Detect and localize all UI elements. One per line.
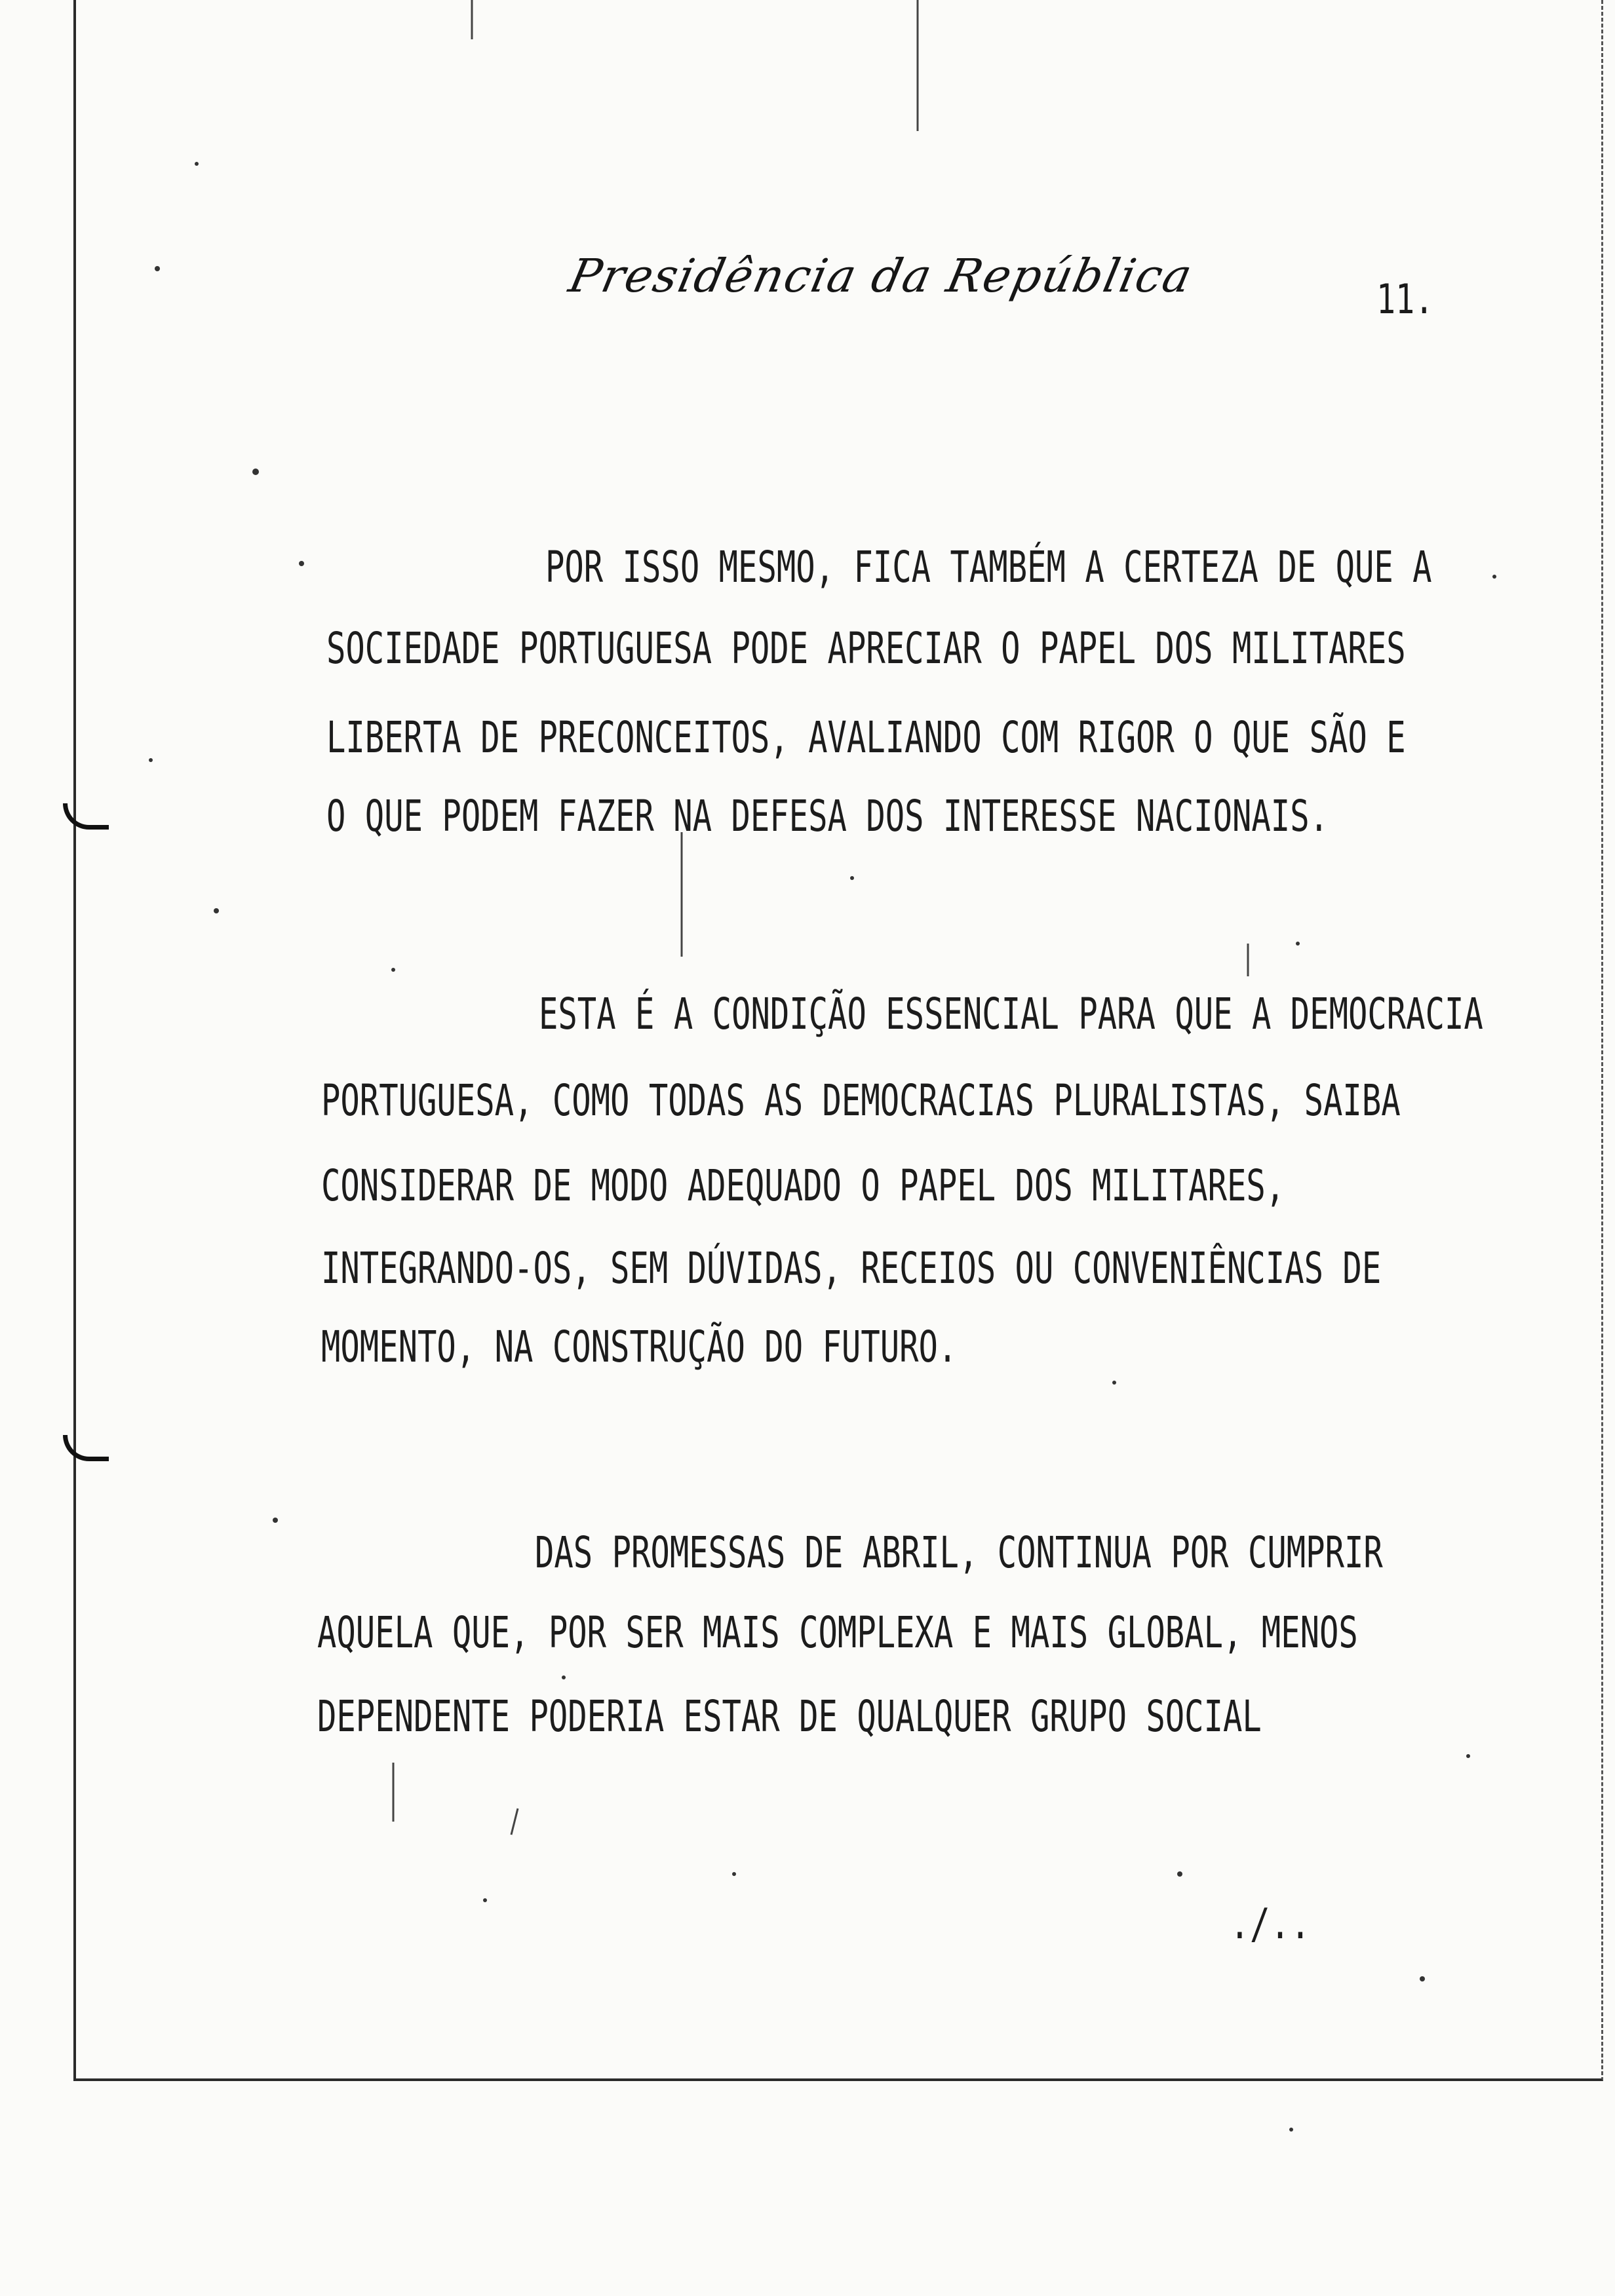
paragraph-2-line-3: CONSIDERAR DE MODO ADEQUADO O PAPEL DOS MILITARES, (321, 1160, 1285, 1211)
paragraph-3-line-2: AQUELA QUE, POR SER MAIS COMPLEXA E MAIS GLOBAL, MENOS (317, 1607, 1358, 1658)
paragraph-2-line-2: PORTUGUESA, COMO TODAS AS DEMOCRACIAS PLURALISTAS, SAIBA (321, 1075, 1401, 1126)
paragraph-2-line-5: MOMENTO, NA CONSTRUÇÃO DO FUTURO. (321, 1322, 958, 1372)
paragraph-1-line-4: O QUE PODEM FAZER NA DEFESA DOS INTERESSE NACIONAIS. (326, 791, 1329, 841)
paragraph-3-line-3: DEPENDENTE PODERIA ESTAR DE QUALQUER GRUPO SOCIAL (317, 1691, 1262, 1742)
paragraph-3-line-1: DAS PROMESSAS DE ABRIL, CONTINUA POR CUMPRIR (535, 1527, 1383, 1578)
paragraph-1-line-3: LIBERTA DE PRECONCEITOS, AVALIANDO COM RIGOR O QUE SÃO E (326, 712, 1406, 763)
paragraph-1-line-1: POR ISSO MESMO, FICA TAMBÉM A CERTEZA DE QUE A (545, 542, 1432, 592)
page-number: 11. (1376, 275, 1434, 323)
continuation-mark: ./.. (1230, 1900, 1311, 1949)
page-header (0, 236, 1615, 328)
paragraph-1-line-2: SOCIEDADE PORTUGUESA PODE APRECIAR O PAPEL DOS MILITARES (326, 623, 1406, 674)
letterhead-presidencia: Presidência da República (564, 249, 1198, 303)
paragraph-2-line-1: ESTA É A CONDIÇÃO ESSENCIAL PARA QUE A DEMOCRACIA (539, 989, 1483, 1039)
paragraph-2-line-4: INTEGRANDO-OS, SEM DÚVIDAS, RECEIOS OU CONVENIÊNCIAS DE (321, 1243, 1382, 1293)
